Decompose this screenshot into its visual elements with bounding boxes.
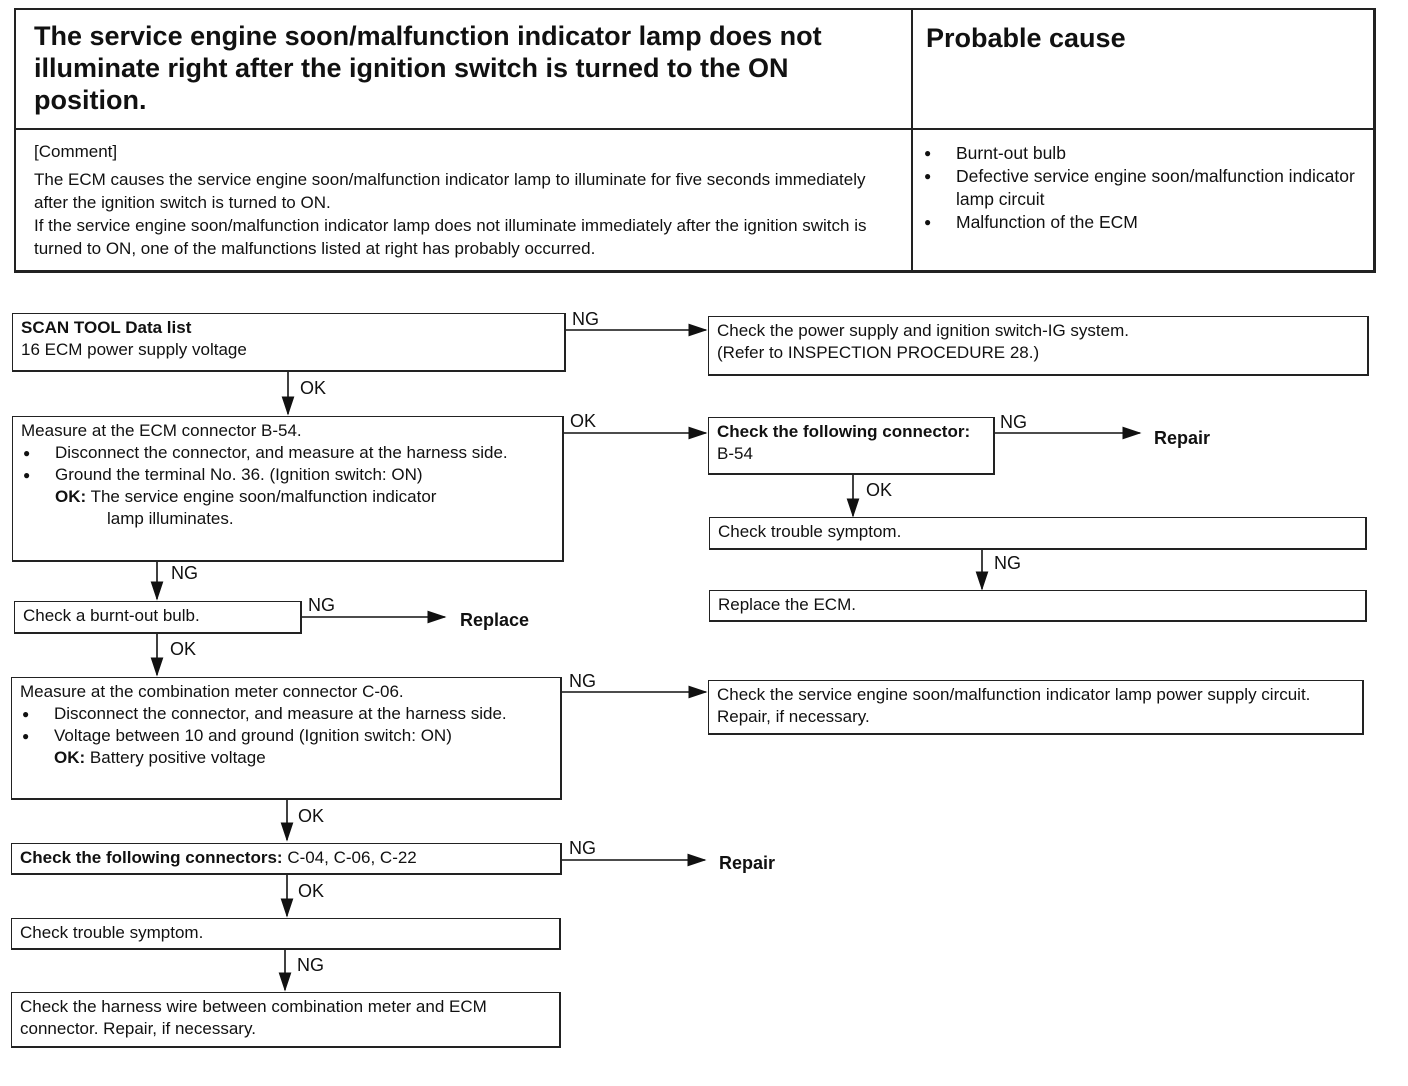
comment-line-1: The ECM causes the service engine soon/malfunction indicator lamp to illuminate for five seconds immediately after the ignition switch is turned to ON. (34, 170, 866, 212)
measure-ecm-step: ● Disconnect the connector, and measure at the harness side. (21, 442, 554, 464)
measure-ecm-step: ● Ground the terminal No. 36. (Ignition switch: ON) (21, 464, 554, 486)
harness-check-text: Check the harness wire between combination meter and ECM connector. Repair, if necessary. (20, 997, 487, 1038)
measure-meter-step: ● Disconnect the connector, and measure at the harness side. (20, 703, 552, 725)
measure-ecm-title: Measure at the ECM connector B-54. (21, 421, 302, 440)
ok-criteria-text: Battery positive voltage (89, 748, 266, 767)
cause-item: ● Malfunction of the ECM (922, 211, 1372, 234)
repair-outcome: Repair (719, 853, 776, 873)
measure-meter-box (11, 677, 562, 800)
comment-line-2: If the service engine soon/malfunction indicator lamp does not illuminate immediately after the ignition switch is turned to ON, one of the malfunctions listed at right has probably occurred. (34, 216, 867, 258)
scan-tool-box (12, 313, 566, 372)
ok-label: OK (866, 480, 893, 500)
power-check-box (708, 316, 1369, 376)
ng-label: NG (569, 671, 596, 691)
ng-label: NG (308, 595, 335, 615)
ok-criteria-text-cont: lamp illuminates. (107, 509, 234, 528)
comment-label: [Comment] (34, 142, 118, 161)
ok-criteria-text: The service engine soon/malfunction indicator (90, 487, 437, 506)
check-connectors-value: C-04, C-06, C-22 (287, 848, 417, 867)
ng-label: NG (297, 955, 324, 975)
measure-meter-step: ● Voltage between 10 and ground (Ignition switch: ON) (20, 725, 552, 747)
measure-ecm-ok (21, 486, 554, 530)
replace-ecm-text: Replace the ECM. (718, 595, 856, 614)
measure-ecm-steps (21, 442, 554, 486)
scan-tool-item: 16 ECM power supply voltage (21, 340, 247, 359)
power-check-text: Check the power supply and ignition switch-IG system. (717, 321, 1129, 340)
ok-label: OK (570, 411, 597, 431)
ok-criteria-label: OK: (55, 487, 87, 506)
lamp-power-check-text: Check the service engine soon/malfunction indicator lamp power supply circuit. Repair, if necessary. (717, 685, 1311, 726)
ng-label: NG (171, 563, 198, 583)
check-connectors-box (11, 843, 562, 875)
ok-criteria-label: OK: (54, 748, 86, 767)
ng-label: NG (569, 838, 596, 858)
check-trouble-left-text: Check trouble symptom. (20, 923, 204, 942)
replace-ecm-box (709, 590, 1367, 622)
measure-meter-ok (20, 747, 552, 769)
lamp-power-check-box (708, 680, 1364, 735)
check-bulb-text: Check a burnt-out bulb. (23, 606, 200, 625)
measure-meter-steps (20, 703, 552, 747)
scan-tool-title: SCAN TOOL Data list (21, 318, 192, 337)
cause-item: ● Defective service engine soon/malfunction indicator lamp circuit (922, 165, 1372, 211)
check-b54-box (708, 417, 995, 475)
repair-outcome: Repair (1154, 428, 1211, 448)
symptom-title: The service engine soon/malfunction indicator lamp does not illuminate right after the ignition switch is turned to the ON position. (34, 21, 822, 115)
measure-ecm-box (12, 416, 564, 562)
harness-check-box (11, 992, 561, 1048)
check-trouble-left-box (11, 918, 561, 950)
check-b54-value: B-54 (717, 444, 753, 463)
ok-label: OK (298, 881, 325, 901)
probable-cause-heading: Probable cause (926, 23, 1126, 53)
check-bulb-box (14, 601, 302, 634)
ng-label: NG (572, 309, 599, 329)
ok-label: OK (298, 806, 325, 826)
check-trouble-right-box (709, 517, 1367, 550)
ok-label: OK (170, 639, 197, 659)
replace-outcome: Replace (460, 610, 530, 630)
check-connectors-label: Check the following connectors: (20, 848, 283, 867)
power-check-reference: (Refer to INSPECTION PROCEDURE 28.) (717, 343, 1040, 362)
ok-label: OK (300, 378, 327, 398)
check-b54-label: Check the following connector: (717, 422, 971, 441)
ng-label: NG (994, 553, 1021, 573)
measure-meter-title: Measure at the combination meter connector C-06. (20, 682, 404, 701)
cause-item: ● Burnt-out bulb (922, 142, 1372, 165)
ng-label: NG (1000, 412, 1027, 432)
check-trouble-right-text: Check trouble symptom. (718, 522, 902, 541)
